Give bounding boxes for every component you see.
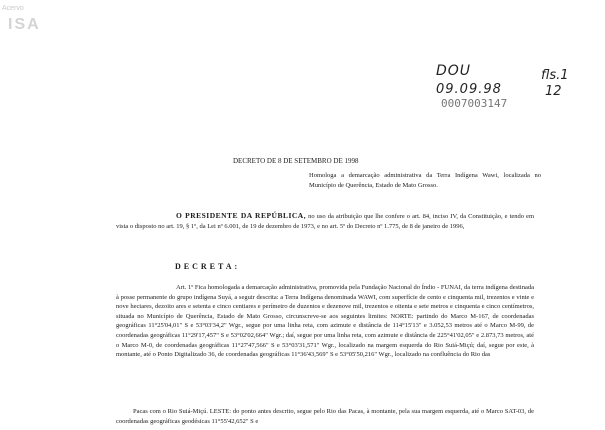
stamped-number: 0007003147 <box>441 97 508 110</box>
acervo-isa-watermark-logo <box>2 2 62 36</box>
decree-ementa: Homologa a demarcação administrativa da Terra Indígena Wawi, localizada no Município de Querência, Estado de Mato Grosso. <box>309 172 541 189</box>
handwritten-date: 09.09.98 <box>436 82 502 97</box>
intro-text: no uso da atribuição que lhe confere o art. 84, inciso IV, da Constituição, e tendo em vista o disposto no art. 19, § 1º, da Lei nº 6.001, de 19 de dezembro de 1973, e no art. 5º do Decreto nº 1.775, de 8 de janeiro de 1996, <box>116 213 534 230</box>
decreta-heading: DECRETA: <box>175 262 241 271</box>
logo-bottom-text: ISA <box>8 16 41 33</box>
handwritten-side-note: fls.1 <box>541 68 569 83</box>
handwritten-dou: DOU <box>436 63 472 79</box>
article-1-paragraph: Art. 1º Fica homologada a demarcação administrativa, promovida pela Fundação Nacional do Índio - FUNAI, da terra indígena destinada à posse permanente do grupo indígena Suyá, a seguir descrita: a Terra Indígena denominada WAWI, com superfície de cento e cinquenta mil, trezentos e vinte e nove hectares, dezoito ares e setenta e cinco centiares e perímetro de duzentos e dezenove mil, trezentos e oitenta e sete metros e cinquenta e cinco centímetros, situada no Município de Querência, Estado de Mato Grosso, circunscreve-se aos seguintes limites: NORTE: partindo do Marco M-167, de coordenadas geográficas 11°25'04,01" S e 53°03'34,2" Wgr., segue por uma linha reta, com azimute e distância de 114°15'13" e 3.052,53 metros até o Marco M-99, de coordenadas geográficas 11°29'17,457" S e 53°02'02,664" Wgr.; daí, segue por uma linha reta, com azimute e distância de 225°41'02,05" e 2.873,73 metros, até o Marco M-0, de coordenadas geográficas 11°27'47,566" S e 53°03'31,571" Wgr., localizado na margem esquerda do Rio Suiá-Miçú; daí, segue por este, à montante, até o Ponto Digitalizado 36, de coordenadas geográficas 11°36'43,569" S e 53°05'50,216" Wgr., localizado na confluência do Rio das <box>116 284 534 359</box>
decree-title: DECRETO DE 8 DE SETEMBRO DE 1998 <box>233 157 359 165</box>
logo-top-text: Acervo <box>2 5 24 12</box>
intro-paragraph <box>116 211 534 231</box>
handwritten-side-number: 12 <box>545 84 562 99</box>
presidente-heading: O PRESIDENTE DA REPÚBLICA, <box>176 211 307 220</box>
continuation-paragraph: Pacas com o Rio Suiá-Miçú. LESTE: do ponto antes descrito, segue pelo Rio das Pacas, à montante, pela sua margem esquerda, até o Marco SAT-03, de coordenadas geográficas geodésicas 11°55'42,652" S e <box>116 408 534 425</box>
